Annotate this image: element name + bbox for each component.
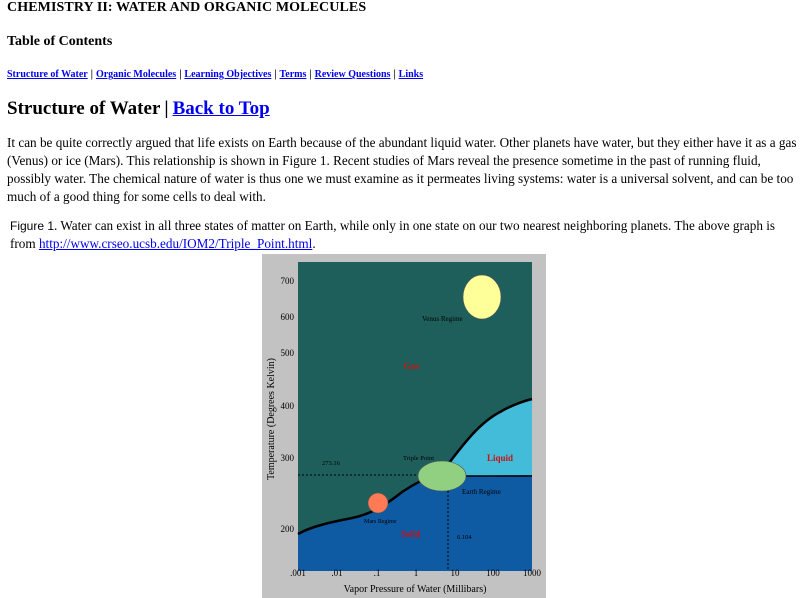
toc-separator: | <box>90 69 93 80</box>
toc-separator: | <box>179 69 182 80</box>
toc-nav <box>7 69 423 80</box>
y-tick-label: 200 <box>280 524 294 534</box>
x-axis-label: Vapor Pressure of Water (Millibars) <box>343 584 487 595</box>
section-title-text: Structure of Water <box>7 98 161 119</box>
toc-separator: | <box>393 69 396 80</box>
gas-label: Gas <box>404 361 420 371</box>
mars-regime-ellipse <box>368 493 388 513</box>
toc-heading: Table of Contents <box>7 34 113 49</box>
y-tick-label: 300 <box>280 453 294 463</box>
y-axis-label: Temperature (Degrees Kelvin) <box>266 357 277 481</box>
triple-point-label: Triple Point <box>403 455 435 462</box>
x-tick-label: .01 <box>331 568 343 578</box>
mars-regime-label: Mars Regime <box>364 519 397 525</box>
figure-caption-text: . Water can exist in all three states of matter on Earth, while only in one state on our two nearest neighboring planets. The above graph is from <box>10 218 776 251</box>
toc-link-organic-molecules[interactable]: Organic Molecules <box>95 69 177 80</box>
section-title <box>7 98 270 120</box>
solid-label: Solid <box>401 529 421 539</box>
phase-diagram-figure <box>262 254 546 598</box>
x-tick-label: 1000 <box>523 568 541 578</box>
venus-regime-ellipse <box>463 275 501 319</box>
figure-source-link[interactable]: http://www.crseo.ucsb.edu/IOM2/Triple_Point.html <box>38 236 313 251</box>
y-tick-label: 500 <box>280 348 294 358</box>
page-title: CHEMISTRY II: WATER AND ORGANIC MOLECULES <box>7 0 367 15</box>
earth-regime-label: Earth Regime <box>462 488 501 496</box>
triple-temp-label: 273.16 <box>322 460 340 467</box>
liquid-label: Liquid <box>487 453 514 463</box>
x-tick-label: 1 <box>413 568 419 578</box>
toc-link-structure-of-water[interactable]: Structure of Water <box>7 69 88 80</box>
toc-link-terms[interactable]: Terms <box>279 69 307 80</box>
figure-caption <box>10 217 790 252</box>
intro-paragraph: It can be quite correctly argued that life exists on Earth because of the abundant liquid water. Other planets have water, but they either have it as a gas (Venus) or ice (Mars). This relationship is shown in Figure 1. Recent studies of Mars reveal the presence sometime in the past of running fluid, possibly water. The chemical nature of water is thus one we must examine as it permeates living systems: water is a universal solvent, and can be too much of a good thing for some cells to deal with. <box>7 135 797 204</box>
x-tick-label: 10 <box>450 568 460 578</box>
toc-link-links[interactable]: Links <box>398 69 424 80</box>
y-tick-label: 600 <box>280 312 294 322</box>
x-tick-label: .1 <box>373 568 381 578</box>
figure-label: Figure 1 <box>10 219 55 233</box>
toc-separator: | <box>274 69 277 80</box>
toc-link-learning-objectives[interactable]: Learning Objectives <box>184 69 272 80</box>
y-tick-label: 400 <box>280 401 294 411</box>
earth-regime-ellipse <box>418 461 466 491</box>
phase-diagram-svg <box>262 254 546 598</box>
x-tick-label: .001 <box>290 568 306 578</box>
y-tick-label: 700 <box>280 276 294 286</box>
section-title-separator: | <box>164 98 169 119</box>
back-to-top-link[interactable]: Back to Top <box>172 98 270 119</box>
toc-link-review-questions[interactable]: Review Questions <box>314 69 391 80</box>
triple-pressure-label: 6.104 <box>457 534 472 541</box>
figure-caption-end: . <box>312 236 316 251</box>
venus-regime-label: Venus Regime <box>422 315 463 323</box>
x-tick-label: 100 <box>486 568 500 578</box>
toc-separator: | <box>309 69 312 80</box>
